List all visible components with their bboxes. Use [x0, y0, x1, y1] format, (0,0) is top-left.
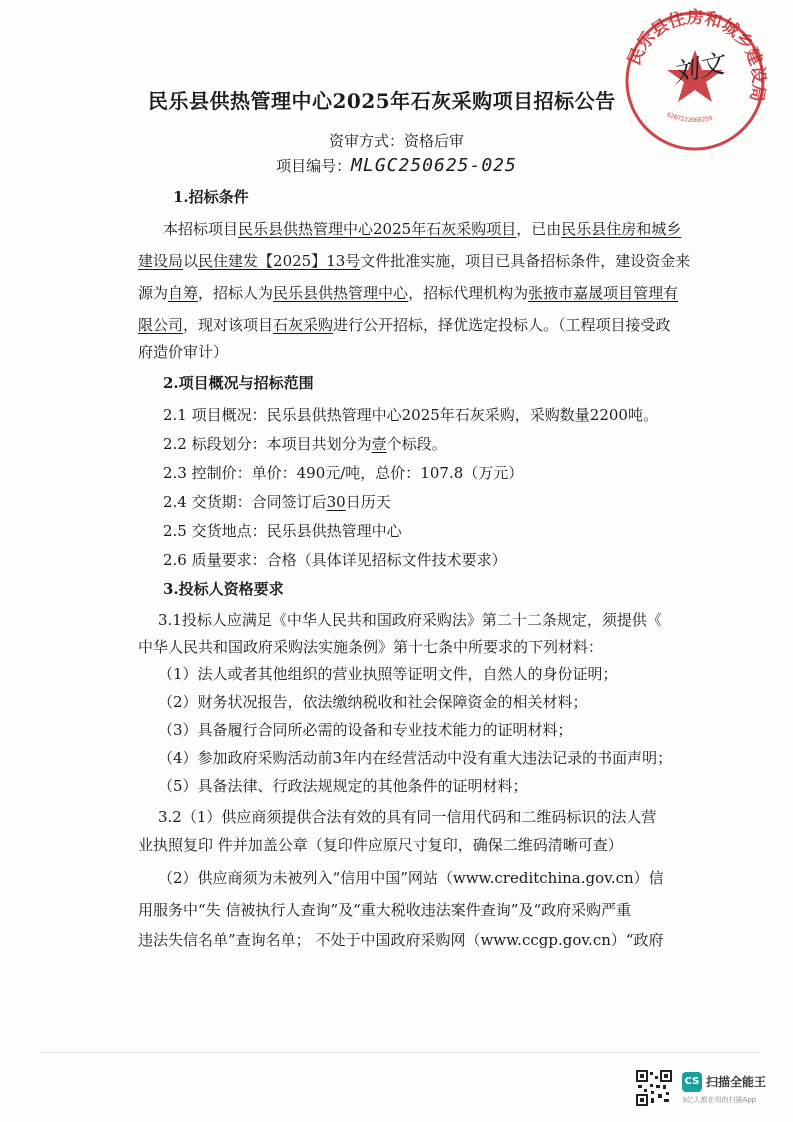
paragraph-line: 限公司，现对该项目石灰采购进行公开招标，择优选定投标人。（工程项目接受政 [138, 316, 671, 334]
project-number-value: MLGC250625-025 [351, 155, 517, 176]
seal-signature: 刘文 [669, 49, 727, 90]
list-item: 2.2 标段划分：本项目共划分为壹个标段。 [163, 435, 447, 453]
review-method: 资审方式：资格后审 [328, 132, 464, 150]
section-heading: 3.投标人资格要求 [163, 580, 284, 598]
paragraph-line: 建设局以民住建发【2025】13号文件批准实施，项目已具备招标条件，建设资金来 [138, 252, 691, 270]
paragraph-line: 府造价审计） [138, 343, 229, 361]
document-title: 民乐县供热管理中心2025年石灰采购项目招标公告 [148, 89, 616, 113]
list-item: 2.6 质量要求：合格（具体详见招标文件技术要求） [163, 551, 507, 569]
list-item: 2.5 交货地点：民乐县供热管理中心 [163, 522, 402, 540]
project-number [0, 155, 793, 176]
paragraph-line: 3.2（1）供应商须提供合法有效的具有同一信用代码和二维码标识的法人营 [158, 808, 657, 826]
project-number-label: 项目编号： [276, 157, 352, 175]
paragraph-line: 本招标项目民乐县供热管理中心2025年石灰采购项目，已由民乐县住房和城乡 [163, 220, 682, 238]
list-item: （3）具备履行合同所必需的设备和专业技术能力的证明材料； [158, 721, 573, 739]
brand-tagline: 3亿人都在用的扫描App [682, 1096, 757, 1104]
brand-name: 扫描全能王 [706, 1075, 767, 1089]
list-item: （5）具备法律、行政法规规定的其他条件的证明材料； [158, 777, 528, 795]
paragraph-line: 用服务中“失 信被执行人查询”及“重大税收违法案件查询”及“政府采购严重 [138, 901, 632, 919]
seal-code: 6207222060259 [665, 111, 714, 125]
paragraph-line: （2）供应商须为未被列入“信用中国”网站（www.creditchina.gov.cn）信 [158, 869, 664, 887]
qr-code-icon [636, 1070, 672, 1106]
list-item: （4）参加政府采购活动前3年内在经营活动中没有重大违法记录的书面声明； [158, 749, 673, 767]
list-item: （1）法人或者其他组织的营业执照等证明文件，自然人的身份证明； [158, 665, 618, 683]
footer-divider [40, 1052, 760, 1053]
list-item: 2.4 交货期：合同签订后30日历天 [163, 493, 391, 511]
list-item: 2.3 控制价：单价：490元/吨，总价：107.8（万元） [163, 464, 524, 482]
paragraph-line: 中华人民共和国政府采购法实施条例》第十七条中所要求的下列材料： [138, 638, 604, 656]
paragraph-line: 违法失信名单”查询名单； 不处于中国政府采购网（www.ccgp.gov.cn）“政府 [138, 931, 664, 949]
seal-ring-text: 民乐县住房和城乡建设局 [624, 8, 768, 104]
camscanner-logo: CS [682, 1072, 702, 1092]
paragraph-line: 3.1投标人应满足《中华人民共和国政府采购法》第二十二条规定，须提供《 [158, 611, 662, 629]
list-item: 2.1 项目概况：民乐县供热管理中心2025年石灰采购，采购数量2200吨。 [163, 406, 658, 424]
section-heading: 2.项目概况与招标范围 [163, 374, 314, 392]
paragraph-line: 业执照复印 件并加盖公章（复印件应原尺寸复印，确保二维码清晰可查） [138, 836, 623, 854]
section-heading: 1.招标条件 [173, 188, 249, 206]
list-item: （2）财务状况报告，依法缴纳税收和社会保障资金的相关材料； [158, 693, 588, 711]
paragraph-line: 源为自筹，招标人为民乐县供热管理中心，招标代理机构为张掖市嘉晟项目管理有 [138, 284, 679, 302]
